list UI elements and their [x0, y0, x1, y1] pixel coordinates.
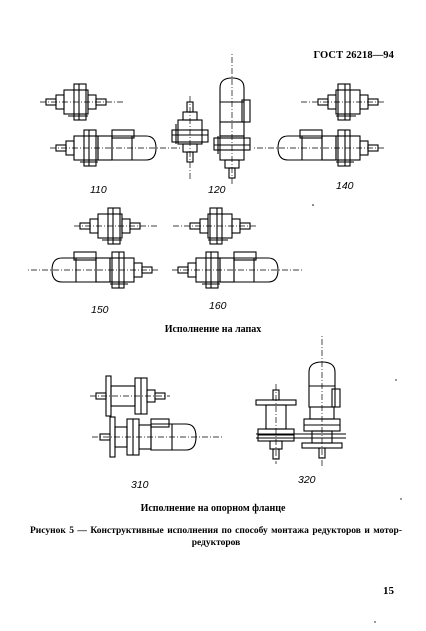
drawing-140 — [252, 84, 384, 166]
label-310: 310 — [131, 479, 149, 491]
drawing-110 — [40, 84, 182, 166]
drawing-150 — [26, 208, 158, 288]
standard-header: ГОСТ 26218—94 — [313, 50, 394, 61]
drawing-120 — [172, 52, 250, 184]
label-150: 150 — [91, 304, 109, 316]
label-120: 120 — [208, 184, 226, 196]
label-160: 160 — [209, 300, 227, 312]
label-140: 140 — [336, 180, 354, 192]
figure-caption: Рисунок 5 — Конструктивные исполнения по способу монтажа редукторов и мотор-редукторов — [30, 526, 402, 548]
drawing-320 — [256, 336, 346, 466]
drawing-310 — [90, 376, 222, 457]
label-110: 110 — [90, 184, 107, 196]
section-caption-flange: Исполнение на опорном фланце — [140, 503, 286, 514]
page-number: 15 — [383, 585, 394, 597]
label-320: 320 — [298, 474, 316, 486]
drawing-160 — [172, 208, 304, 288]
section-caption-foot: Исполнение на лапах — [164, 324, 262, 335]
